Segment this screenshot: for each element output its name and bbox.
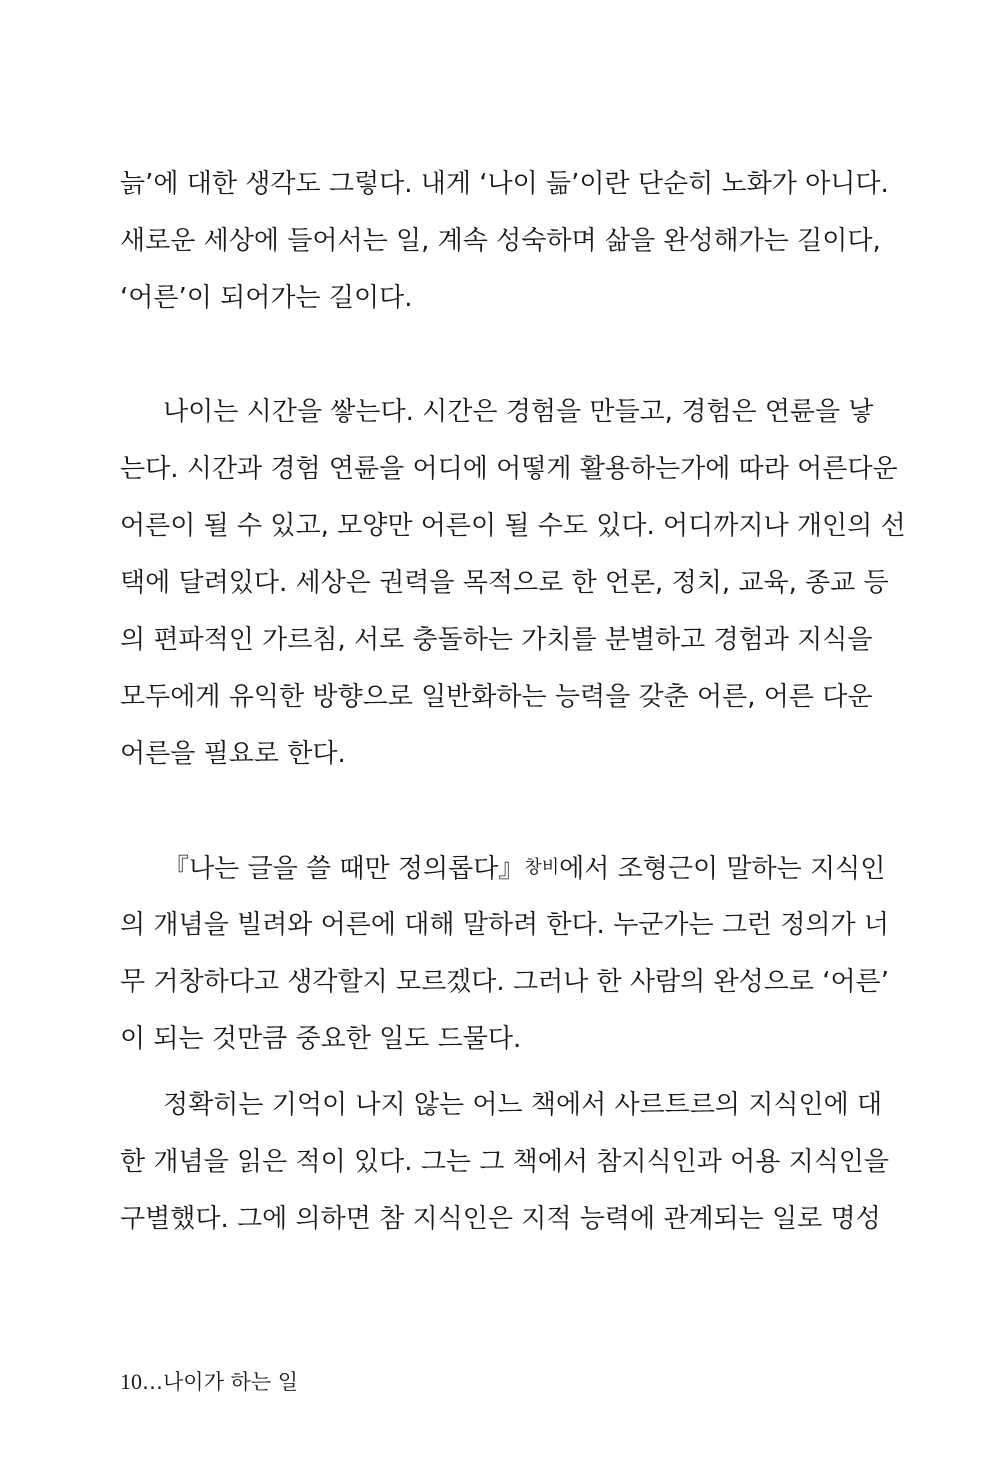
text-line: [163, 840, 886, 896]
text-line: 어른을 필요로 한다.: [120, 739, 346, 769]
text-line: 의 개념을 빌려와 어른에 대해 말하려 한다. 누군가는 그런 정의가 너: [120, 910, 890, 940]
text-line: 어른이 될 수 있고, 모양만 어른이 될 수도 있다. 어디까지나 개인의 선: [120, 511, 906, 541]
page-footer: [120, 1362, 298, 1402]
running-title: 나이가 하는 일: [163, 1370, 299, 1394]
text-line: 정확히는 기억이 나지 않는 어느 책에서 사르트르의 지식인에 대: [163, 1090, 883, 1120]
footer-separator: …: [142, 1370, 163, 1394]
text-line: ‘어른’이 되어가는 길이다.: [120, 283, 413, 313]
book-title: 『나는 글을 쓸 때만 정의롭다』: [163, 854, 525, 884]
text-line: 한 개념을 읽은 적이 있다. 그는 그 책에서 참지식인과 어용 지식인을: [120, 1147, 890, 1177]
page-number: 10: [120, 1369, 142, 1394]
publisher-name: 창비: [524, 857, 560, 878]
text-line: 모두에게 유익한 방향으로 일반화하는 능력을 갖춘 어른, 어른 다운: [120, 682, 873, 712]
text-line: 이 되는 것만큼 중요한 일도 드물다.: [120, 1024, 522, 1054]
text-line: 늙’에 대한 생각도 그렇다. 내게 ‘나이 듦’이란 단순히 노화가 아니다.: [120, 169, 889, 199]
text-line: 새로운 세상에 들어서는 일, 계속 성숙하며 삶을 완성해가는 길이다,: [120, 226, 881, 256]
text-line: 구별했다. 그에 의하면 참 지식인은 지적 능력에 관계되는 일로 명성: [120, 1204, 881, 1234]
text-line: 택에 달려있다. 세상은 권력을 목적으로 한 언론, 정치, 교육, 종교 등: [120, 568, 889, 598]
text-line: 는다. 시간과 경험 연륜을 어디에 어떻게 활용하는가에 따라 어른다운: [120, 454, 898, 484]
text-fragment: 에서 조형근이 말하는 지식인: [559, 854, 886, 884]
text-line: 나이는 시간을 쌓는다. 시간은 경험을 만들고, 경험은 연륜을 낳: [163, 397, 874, 427]
text-line: 무 거창하다고 생각할지 모르겠다. 그러나 한 사람의 완성으로 ‘어른’: [120, 967, 890, 997]
text-line: 의 편파적인 가르침, 서로 충돌하는 가치를 분별하고 경험과 지식을: [120, 625, 873, 655]
